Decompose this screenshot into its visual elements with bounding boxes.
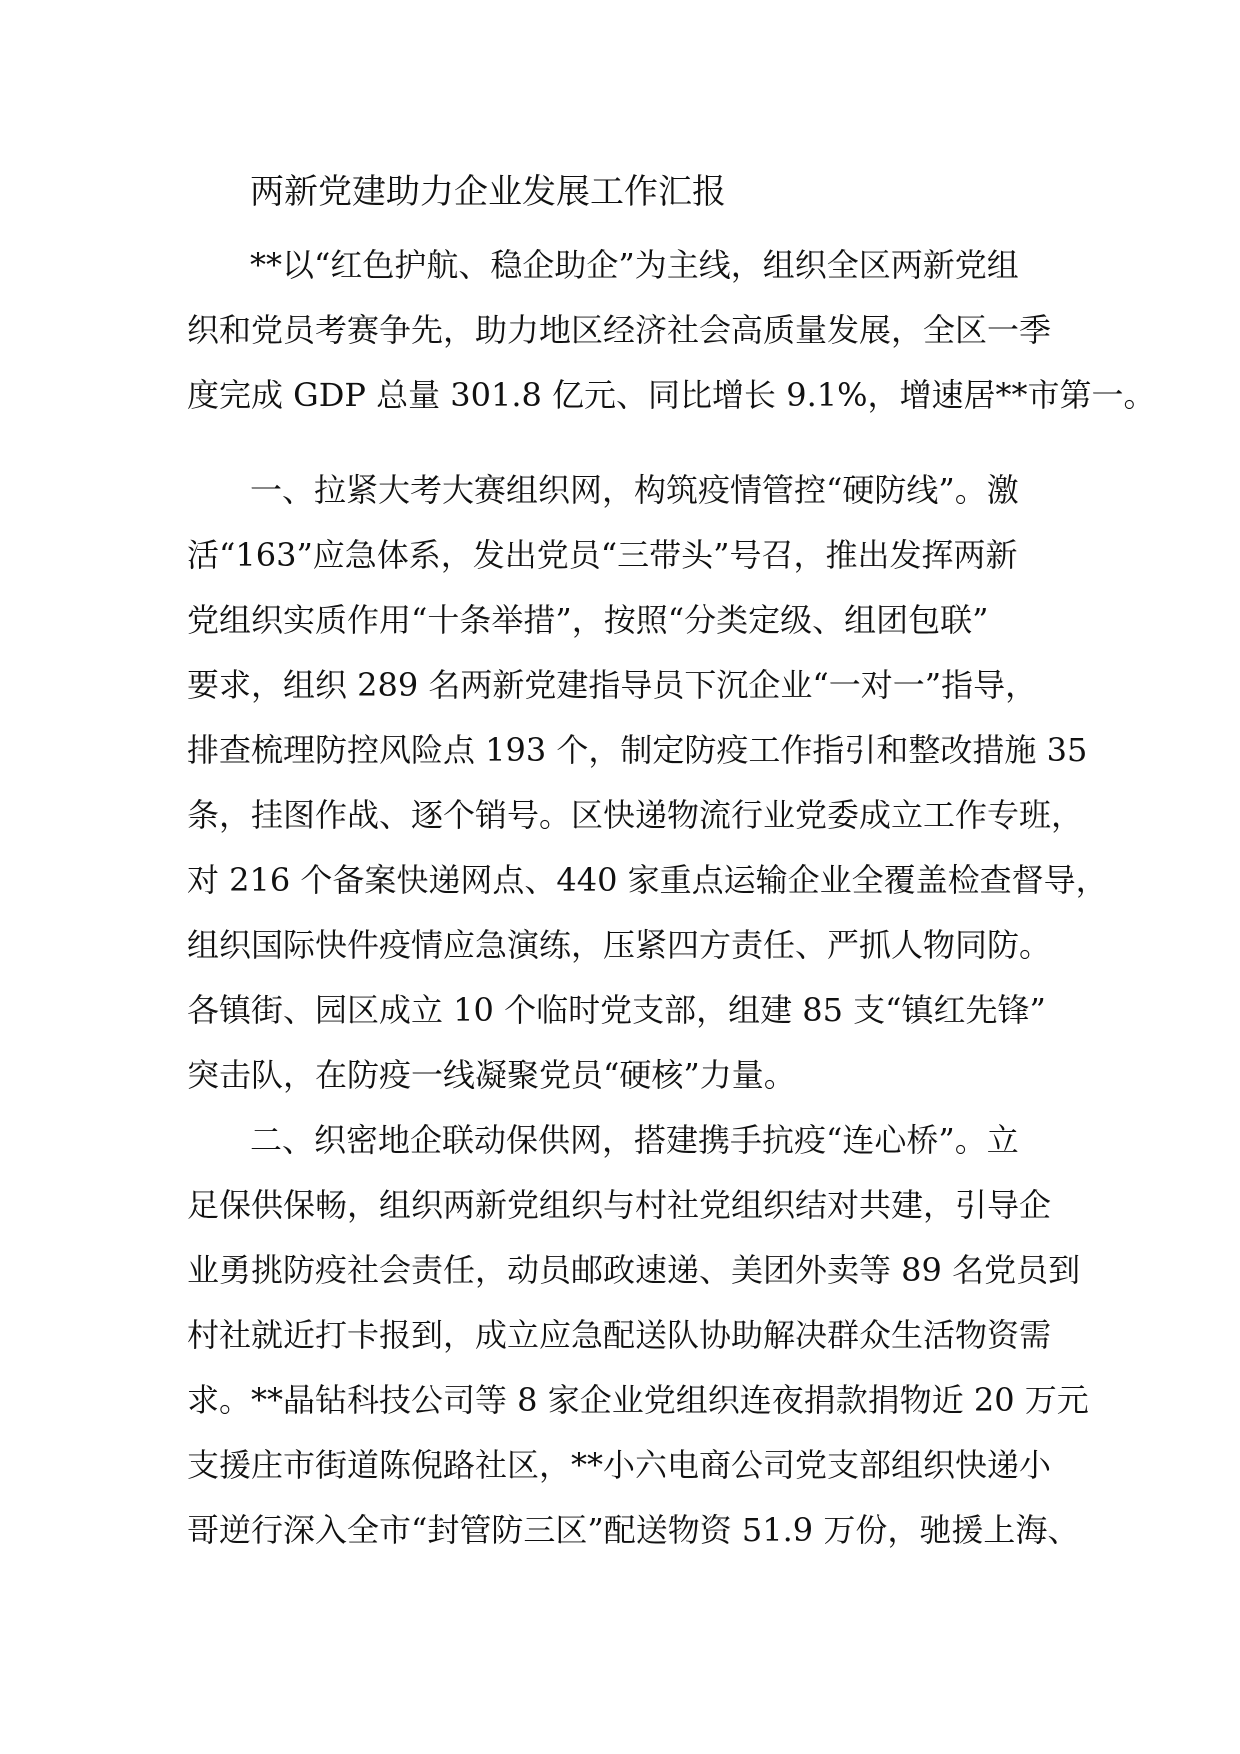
text-line: 组织国际快件疫情应急演练，压紧四方责任、严抓人物同防。 xyxy=(187,926,1052,964)
text-line: 党组织实质作用“十条举措”，按照“分类定级、组团包联” xyxy=(187,601,989,639)
text-line: 求。**晶钻科技公司等 8 家企业党组织连夜捐款捐物近 20 万元 xyxy=(187,1381,1089,1419)
text-line: 哥逆行深入全市“封管防三区”配送物资 51.9 万份，驰援上海、 xyxy=(187,1511,1080,1549)
document-title: 两新党建助力企业发展工作汇报 xyxy=(250,172,726,212)
text-line: 足保供保畅，组织两新党组织与村社党组织结对共建，引导企 xyxy=(187,1186,1052,1224)
text-line: 度完成 GDP 总量 301.8 亿元、同比增长 9.1%，增速居**市第一。 xyxy=(187,376,1156,414)
section-two-paragraph xyxy=(187,1108,1089,1563)
section-one-paragraph xyxy=(187,458,1108,1108)
text-line: 二、织密地企联动保供网，搭建携手抗疫“连心桥”。立 xyxy=(250,1121,1019,1159)
text-line: 要求，组织 289 名两新党建指导员下沉企业“一对一”指导， xyxy=(187,666,1038,704)
text-line: **以“红色护航、稳企助企”为主线，组织全区两新党组 xyxy=(250,246,1019,284)
text-line: 织和党员考赛争先，助力地区经济社会高质量发展，全区一季 xyxy=(187,311,1052,349)
text-line: 业勇挑防疫社会责任，动员邮政速递、美团外卖等 89 名党员到 xyxy=(187,1251,1081,1289)
text-line: 条，挂图作战、逐个销号。区快递物流行业党委成立工作专班， xyxy=(187,796,1084,834)
text-line: 对 216 个备案快递网点、440 家重点运输企业全覆盖检查督导， xyxy=(187,861,1108,899)
text-line: 一、拉紧大考大赛组织网，构筑疫情管控“硬防线”。激 xyxy=(250,471,1019,509)
intro-paragraph xyxy=(187,233,1156,428)
text-line: 突击队，在防疫一线凝聚党员“硬核”力量。 xyxy=(187,1056,796,1094)
text-line: 活“163”应急体系，发出党员“三带头”号召，推出发挥两新 xyxy=(187,536,1018,574)
text-line: 各镇街、园区成立 10 个临时党支部，组建 85 支“镇红先锋” xyxy=(187,991,1046,1029)
text-line: 村社就近打卡报到，成立应急配送队协助解决群众生活物资需 xyxy=(187,1316,1052,1354)
text-line: 排查梳理防控风险点 193 个，制定防疫工作指引和整改措施 35 xyxy=(187,731,1088,769)
text-line: 支援庄市街道陈倪路社区，**小六电商公司党支部组织快递小 xyxy=(187,1446,1052,1484)
